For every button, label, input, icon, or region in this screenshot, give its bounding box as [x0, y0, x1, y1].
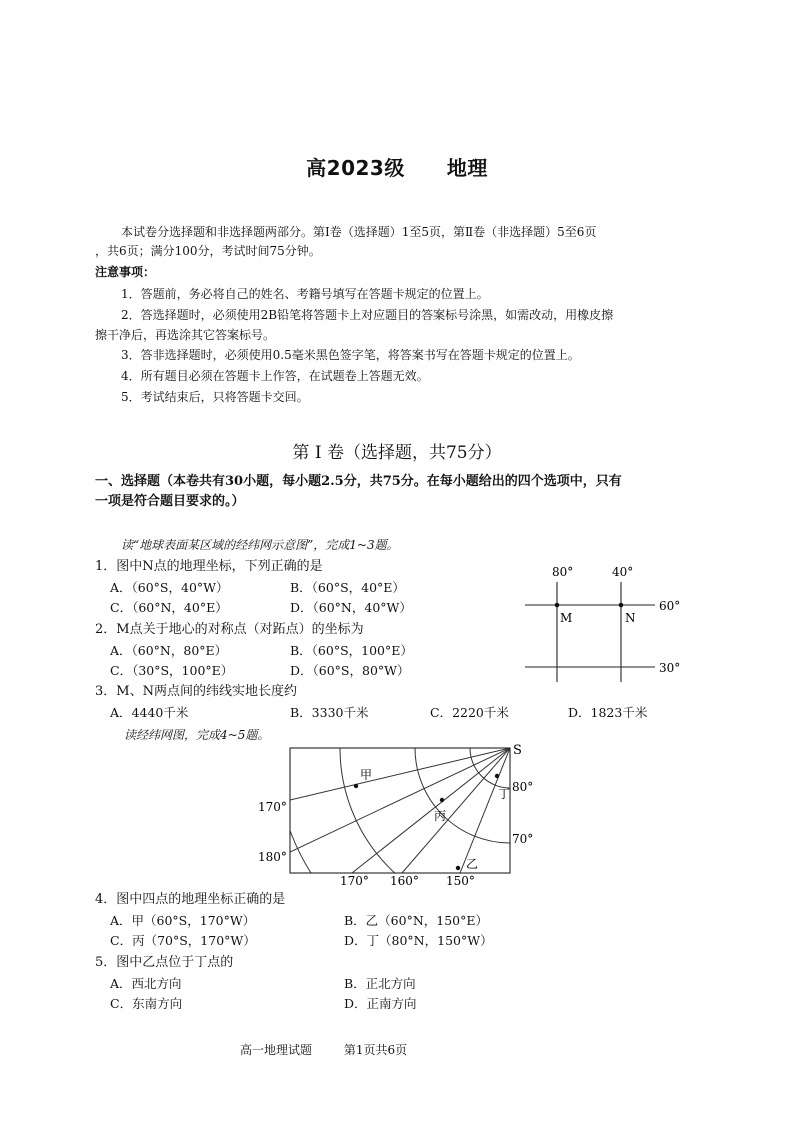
q3-option-a: A．4440千米 — [110, 705, 189, 720]
point-jia-label: 甲 — [360, 768, 373, 782]
q1-option-a: A．（60°S，40°W） — [110, 580, 229, 595]
lon-bottom-170: 170° — [340, 874, 369, 888]
q4-option-b: B．乙（60°N，150°E） — [344, 913, 489, 928]
lat-label-80: 80° — [512, 780, 534, 794]
lat-50-circle — [275, 740, 550, 890]
q3-stem: 3．M、N两点间的纬线实地长度约 — [95, 684, 297, 699]
meridian-150 — [460, 748, 510, 873]
note-5: 5．考试结束后，只将答题卡交回。 — [121, 390, 309, 404]
q5-option-c: C．东南方向 — [110, 996, 183, 1011]
note-3: 3．答非选择题时，必须使用0.5毫米黑色签字笔，将答案书写在答题卡规定的位置上。 — [121, 348, 580, 362]
point-n-dot — [619, 603, 624, 608]
note-1: 1．答题前，务必将自己的姓名、考籍号填写在答题卡规定的位置上。 — [121, 287, 489, 301]
notes-title: 注意事项： — [95, 265, 156, 279]
point-jia-dot — [354, 784, 358, 788]
point-yi-label: 乙 — [466, 857, 479, 871]
title-grade: 高2023级 — [306, 156, 405, 180]
point-yi-dot — [456, 866, 460, 870]
group1-intro: 读“地球表面某区域的经纬网示意图”，完成1~3题。 — [121, 538, 399, 552]
intro-line-2: ，共6页；满分100分，考试时间75分钟。 — [95, 244, 321, 258]
q1-option-d: D．（60°N，40°W） — [290, 600, 412, 615]
q5-option-a: A．西北方向 — [110, 976, 182, 991]
point-m-label: M — [560, 611, 573, 625]
q3-option-d: D．1823千米 — [568, 705, 648, 720]
pole-label: S — [513, 743, 522, 758]
lon-label-80: 80° — [552, 565, 574, 579]
q5-stem: 5．图中乙点位于丁点的 — [95, 955, 234, 970]
page-title — [0, 152, 794, 181]
q1-option-c: C．（60°N，40°E） — [110, 600, 228, 615]
group2-intro: 读经纬网图，完成4~5题。 — [124, 728, 270, 742]
q5-option-b: B．正北方向 — [344, 976, 416, 991]
q5-option-d: D．正南方向 — [344, 996, 417, 1011]
title-subject: 地理 — [446, 156, 488, 180]
q3-option-b: B．3330千米 — [290, 705, 369, 720]
point-bing-label: 丙 — [434, 809, 447, 823]
lon-left-170: 170° — [258, 800, 287, 814]
q3-option-c: C．2220千米 — [430, 705, 509, 720]
q4-option-c: C．丙（70°S，170°W） — [110, 933, 256, 948]
meridian-180 — [290, 748, 510, 852]
lon-bottom-150: 150° — [446, 874, 475, 888]
section-title: 第 Ⅰ 卷（选择题，共75分） — [292, 443, 502, 463]
point-ding-label: 丁 — [498, 787, 511, 801]
q2-stem: 2．M点关于地心的对称点（对跖点）的坐标为 — [95, 622, 364, 637]
lat-label-30: 30° — [659, 661, 681, 675]
polar-map — [250, 740, 550, 890]
meridian-160 — [402, 748, 510, 873]
q4-option-d: D．丁（80°N，150°W） — [344, 933, 493, 948]
q1-stem: 1．图中N点的地理坐标，下列正确的是 — [95, 559, 323, 574]
note-4: 4．所有题目必须在答题卡上作答，在试题卷上答题无效。 — [121, 369, 429, 383]
intro-line-1: 本试卷分选择题和非选择题两部分。第Ⅰ卷（选择题）1至5页，第Ⅱ卷（非选择题）5至6页 — [121, 225, 597, 239]
footer-subject: 高一地理试题 — [240, 1043, 313, 1057]
page-number: 第1页共6页 — [343, 1043, 408, 1057]
lat-label-70: 70° — [512, 832, 534, 846]
lon-left-180: 180° — [258, 850, 287, 864]
q2-option-c: C．（30°S，100°E） — [110, 663, 234, 678]
point-m-dot — [555, 603, 560, 608]
lon-label-40: 40° — [612, 565, 634, 579]
q4-option-a: A．甲（60°S，170°W） — [110, 913, 256, 928]
q2-option-d: D．（60°S，80°W） — [290, 663, 410, 678]
lon-bottom-160: 160° — [390, 874, 419, 888]
note-2: 2．答选择题时，必须使用2B铅笔将答题卡上对应题目的答案标号涂黑，如需改动，用橡皮擦 — [121, 308, 614, 322]
q2-option-b: B．（60°S，100°E） — [290, 643, 413, 658]
map-frame — [290, 748, 510, 873]
point-ding-dot — [495, 774, 499, 778]
q2-option-a: A．（60°N，80°E） — [110, 643, 228, 658]
point-bing-dot — [440, 798, 444, 802]
q4-stem: 4．图中四点的地理坐标正确的是 — [95, 892, 286, 907]
q1-option-b: B．（60°S，40°E） — [290, 580, 405, 595]
lat-label-60: 60° — [659, 599, 681, 613]
part-heading-2: 一项是符合题目要求的。） — [95, 494, 245, 509]
part-heading-1: 一、选择题（本卷共有30小题，每小题2.5分，共75分。在每小题给出的四个选项中，只有 — [95, 474, 622, 489]
grid-map — [515, 560, 705, 690]
point-n-label: N — [625, 611, 636, 625]
footer — [240, 1040, 407, 1060]
note-2-cont: 擦干净后，再选涂其它答案标号。 — [95, 328, 276, 342]
